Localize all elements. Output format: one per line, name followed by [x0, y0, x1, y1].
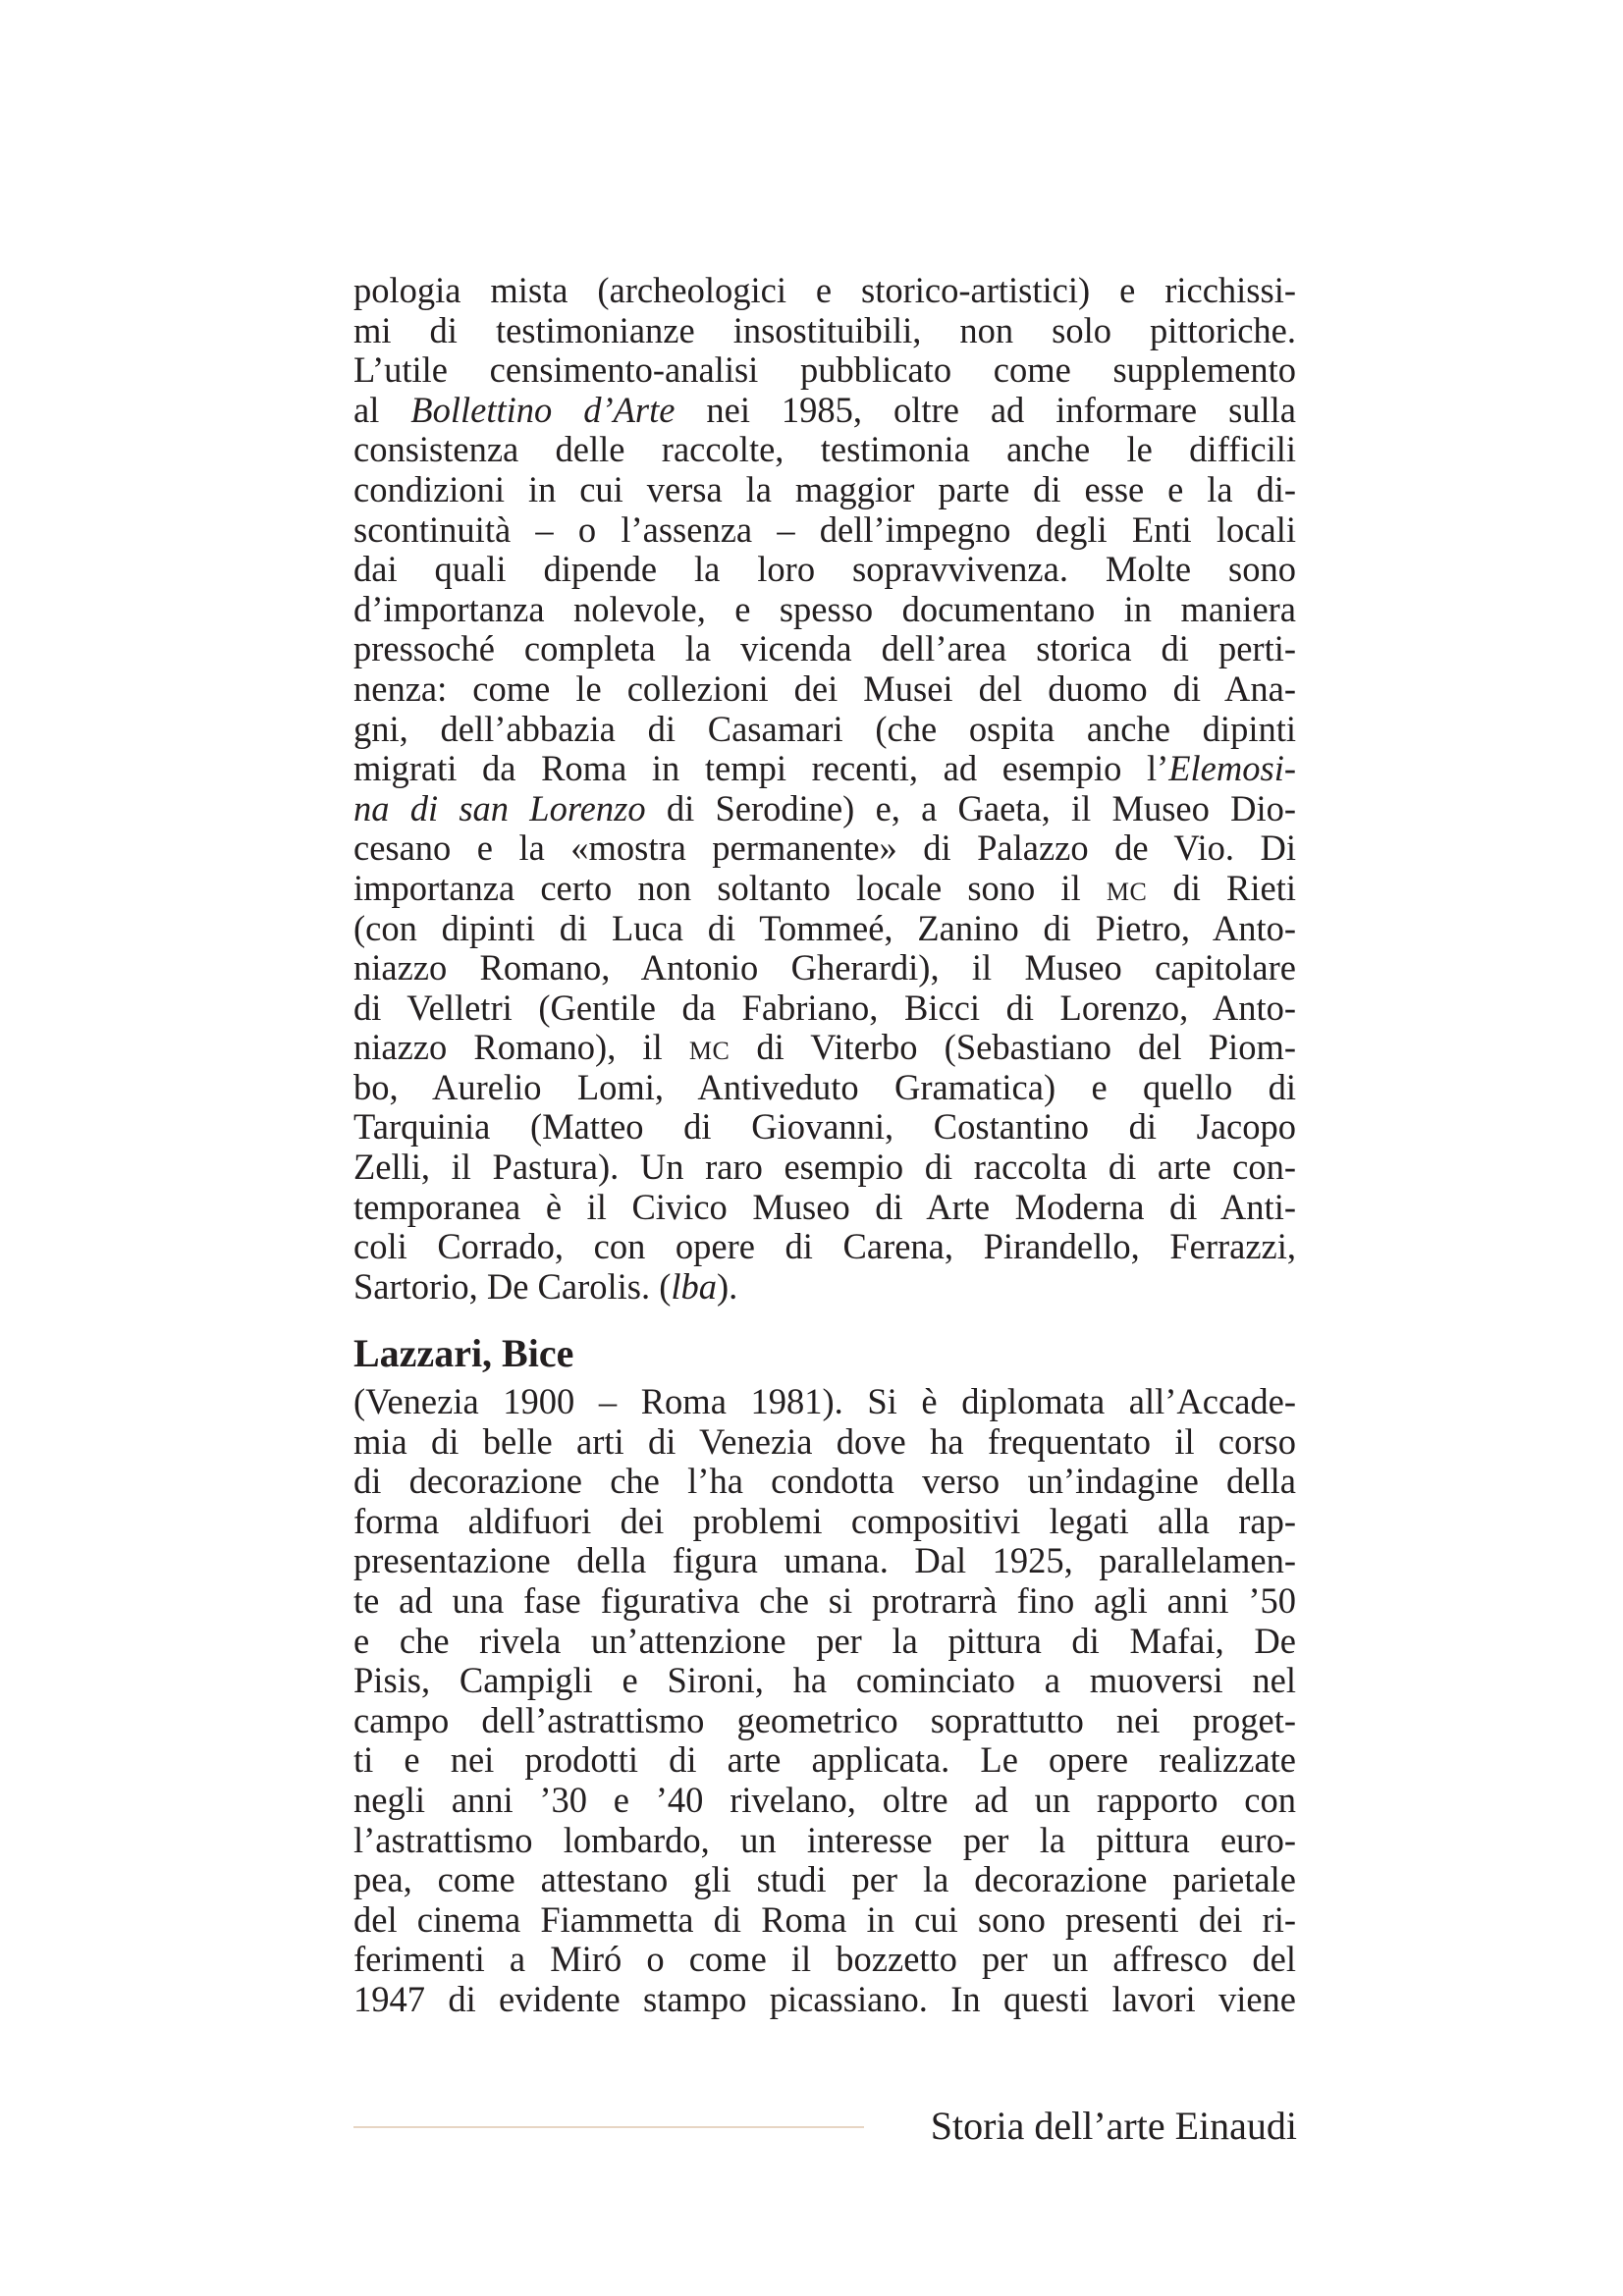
text-line: 1947 di evidente stampo picassiano. In questi lavori viene	[353, 1978, 1296, 2019]
text-line	[353, 869, 1296, 909]
text-line: di Velletri (Gentile da Fabriano, Bicci di Lorenzo, Anto-	[353, 987, 1296, 1028]
text-line: condizioni in cui versa la maggior parte di esse e la di-	[353, 468, 1296, 509]
text-line: niazzo Romano, Antonio Gherardi), il Museo capitolare	[353, 947, 1296, 988]
text-line: ferimenti a Miró o come il bozzetto per un affresco del	[353, 1939, 1296, 1980]
text-line: pressoché completa la vicenda dell’area storica di perti-	[353, 628, 1296, 669]
text-run: importanza certo non soltanto locale sono il	[353, 867, 1107, 908]
text-line: nenza: come le collezioni dei Musei del duomo di Ana-	[353, 667, 1296, 709]
text-line: mi di testimonianze insostituibili, non solo pittoriche.	[353, 309, 1296, 350]
text-line: consistenza delle raccolte, testimonia anche le difficili	[353, 429, 1296, 470]
text-line: e che rivela un’attenzione per la pittura di Mafai, De	[353, 1620, 1296, 1661]
text-run: di Serodine) e, a Gaeta, il Museo Dio-	[645, 787, 1297, 828]
text-line: pologia mista (archeologici e storico-artistici) e ricchissi-	[353, 270, 1296, 310]
text-line: L’utile censimento-analisi pubblicato come supplemento	[353, 349, 1296, 391]
text-line	[353, 391, 1296, 431]
text-run: migrati da Roma in tempi recenti, ad esempio l’	[353, 748, 1169, 789]
text-line: pea, come attestano gli studi per la decorazione parietale	[353, 1859, 1296, 1900]
text-line: di decorazione che l’ha condotta verso un’indagine della	[353, 1461, 1296, 1502]
text-line: d’importanza nolevole, e spesso documentano in maniera	[353, 588, 1296, 629]
text-line: negli anni ’30 e ’40 rivelano, oltre ad un rapporto con	[353, 1779, 1296, 1820]
text-line: Pisis, Campigli e Sironi, ha cominciato a muoversi nel	[353, 1660, 1296, 1701]
text-line: mia di belle arti di Venezia dove ha frequentato il corso	[353, 1420, 1296, 1462]
text-line: dai quali dipende la loro sopravvivenza. Molte sono	[353, 549, 1296, 590]
italic-title: Bollettino d’Arte	[410, 389, 676, 430]
text-line: del cinema Fiammetta di Roma in cui sono presenti dei ri-	[353, 1898, 1296, 1940]
text-line: (Venezia 1900 – Roma 1981). Si è diplomata all’Accade-	[353, 1381, 1296, 1421]
text-line: cesano e la «mostra permanente» di Palazzo de Vio. Di	[353, 828, 1296, 869]
text-line: presentazione della figura umana. Dal 1925, parallelamen-	[353, 1540, 1296, 1581]
text-line: scontinuità – o l’assenza – dell’impegno degli Enti locali	[353, 508, 1296, 550]
text-line: l’astrattismo lombardo, un interesse per la pittura euro-	[353, 1819, 1296, 1860]
text-line: te ad una fase figurativa che si protrarrà fino agli anni ’50	[353, 1579, 1296, 1621]
text-run: di Viterbo (Sebastiano del Piom-	[730, 1027, 1296, 1068]
text-line	[353, 1267, 1296, 1308]
entry-continuation-paragraph	[353, 271, 1296, 1307]
italic-title: na di san Lorenzo	[353, 787, 646, 828]
text-line: gni, dell’abbazia di Casamari (che ospita anche dipinti	[353, 708, 1296, 749]
footer-rule	[353, 2126, 864, 2128]
entry-body-paragraph	[353, 1382, 1296, 2020]
text-line: temporanea è il Civico Museo di Arte Moderna di Anti-	[353, 1186, 1296, 1227]
footer-title: Storia dell’arte Einaudi	[930, 2104, 1297, 2148]
text-line: (con dipinti di Luca di Tommeé, Zanino di Pietro, Anto-	[353, 907, 1296, 948]
text-line: coli Corrado, con opere di Carena, Pirandello, Ferrazzi,	[353, 1226, 1296, 1267]
italic-title: Elemosi-	[1168, 748, 1296, 789]
italic-title: lba	[671, 1265, 718, 1307]
abbreviation: mc	[688, 1027, 730, 1068]
text-line: bo, Aurelio Lomi, Antiveduto Gramatica) e quello di	[353, 1066, 1296, 1107]
text-line	[353, 1028, 1296, 1068]
text-run: niazzo Romano), il	[353, 1027, 689, 1068]
text-run: di Rieti	[1147, 867, 1297, 908]
text-line: Tarquinia (Matteo di Giovanni, Costantino di Jacopo	[353, 1106, 1296, 1148]
text-run: ).	[717, 1265, 738, 1307]
text-line: ti e nei prodotti di arte applicata. Le opere realizzate	[353, 1739, 1296, 1781]
text-run: al	[353, 389, 411, 430]
text-line	[353, 789, 1296, 829]
entry-heading: Lazzari, Bice	[353, 1331, 574, 1375]
text-line	[353, 749, 1296, 789]
text-line: campo dell’astrattismo geometrico soprattutto nei proget-	[353, 1699, 1296, 1740]
text-line: Zelli, il Pastura). Un raro esempio di raccolta di arte con-	[353, 1147, 1296, 1188]
abbreviation: mc	[1106, 867, 1148, 908]
text-run: nei 1985, oltre ad informare sulla	[675, 389, 1297, 430]
text-line: forma aldifuori dei problemi compositivi legati alla rap-	[353, 1500, 1296, 1541]
text-run: Sartorio, De Carolis. (	[353, 1265, 672, 1307]
